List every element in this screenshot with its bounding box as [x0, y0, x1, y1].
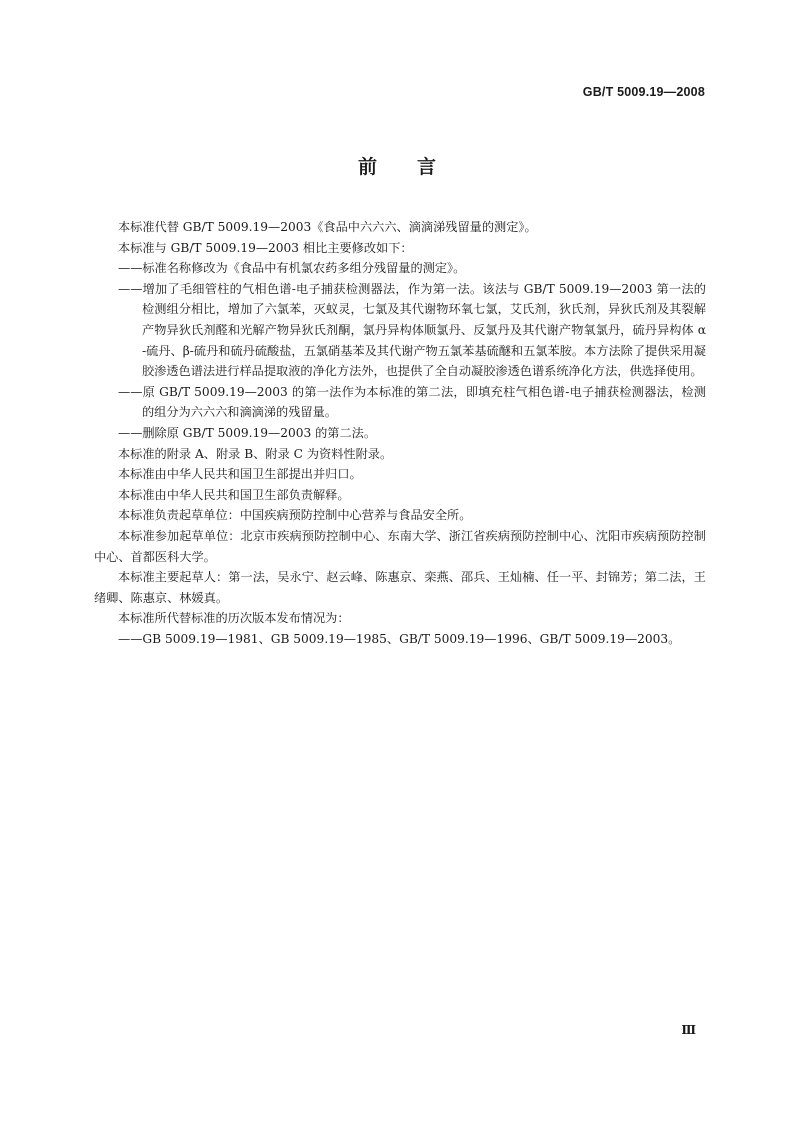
- paragraph-changes-intro: 本标准与 GB/T 5009.19—2003 相比主要修改如下：: [118, 240, 413, 255]
- paragraph-annexes: 本标准的附录 A、附录 B、附录 C 为资料性附录。: [118, 446, 393, 461]
- paragraph-history-intro: 本标准所代替标准的历次版本发布情况为：: [118, 611, 350, 626]
- paragraph-replaces: 本标准代替 GB/T 5009.19—2003《食品中六六六、滴滴涕残留量的测定》。: [118, 220, 537, 234]
- page-number: Ⅲ: [681, 1023, 696, 1037]
- paragraph-drafters: 本标准主要起草人：第一法，吴永宁、赵云峰、陈惠京、栾燕、邵兵、王灿楠、任一平、封锦芳；第二法，王绪卿、陈惠京、林媛真。: [94, 570, 706, 605]
- paragraph-interpretation: 本标准由中华人民共和国卫生部负责解释。: [118, 487, 350, 502]
- page-title: 前言: [357, 156, 476, 178]
- paragraph-participating-units: 本标准参加起草单位：北京市疾病预防控制中心、东南大学、浙江省疾病预防控制中心、沈阳市疾病预防控制中心、首都医科大学。: [94, 528, 706, 564]
- change-item-deleted: ——删除原 GB/T 5009.19—2003 的第二法。: [118, 425, 377, 440]
- change-item-method-two: ——原 GB/T 5009.19—2003 的第一法作为本标准的第二法，即填充柱气相色谱-电子捕获检测器法，检测的组分为六六六和滴滴涕的残留量。: [118, 384, 706, 420]
- paragraph-drafting-unit: 本标准负责起草单位：中国疾病预防控制中心营养与食品安全所。: [118, 508, 472, 523]
- history-versions: ——GB 5009.19—1981、GB 5009.19—1985、GB/T 5009.19—1996、GB/T 5009.19—2003。: [118, 631, 681, 646]
- standard-code: GB/T 5009.19—2008: [582, 85, 705, 99]
- foreword-body: [94, 217, 706, 649]
- paragraph-proposed-by: 本标准由中华人民共和国卫生部提出并归口。: [118, 467, 362, 482]
- change-item-title: ——标准名称修改为《食品中有机氯农药多组分残留量的测定》。: [118, 261, 466, 276]
- change-item-method-one: ——增加了毛细管柱的气相色谱-电子捕获检测器法，作为第一法。该法与 GB/T 5009.19—2003 第一法的检测组分相比，增加了六氯苯，灭蚁灵，七氯及其代谢物环氧七氯，艾氏剂，狄氏剂，异狄氏剂及其裂解产物异狄氏剂醛和光解产物异狄氏剂酮，氯丹异构体顺氯丹、反氯丹及其代谢产物氧氯丹，硫丹异构体 α-硫丹、β-硫丹和硫丹硫酸盐，五氯硝基苯及其代谢产物五氯苯基硫醚和五氯苯胺。本方法除了提供采用凝胶渗透色谱法进行样品提取液的净化方法外，也提供了全自动凝胶渗透色谱系统净化方法，供选择使用。: [118, 281, 706, 379]
